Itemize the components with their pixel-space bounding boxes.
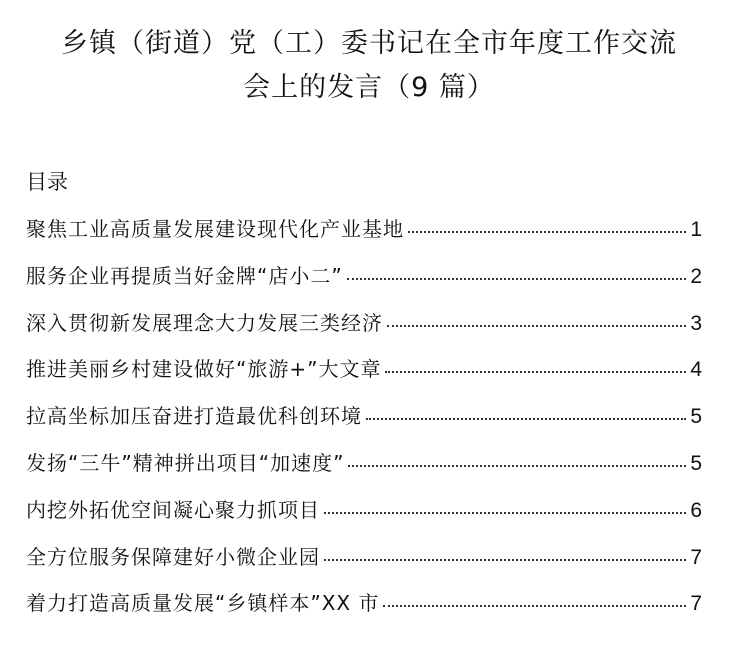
toc-entry-9[interactable] xyxy=(26,586,702,633)
toc-entry-5[interactable] xyxy=(26,399,702,446)
toc-page-number: 5 xyxy=(690,451,702,475)
toc-page-number: 1 xyxy=(690,218,702,241)
toc-entry-text: 全方位服务保障建好小微企业园 xyxy=(26,544,320,569)
toc-dot-leader xyxy=(383,605,686,607)
toc-entry-text: 推进美丽乡村建设做好“旅游+”大文章 xyxy=(26,357,382,382)
document-title-line-2: 会上的发言（9 篇） xyxy=(243,72,495,103)
toc-entry-text: 聚焦工业高质量发展建设现代化产业基地 xyxy=(26,217,404,241)
document-title xyxy=(0,22,738,110)
toc-entry-text: 服务企业再提质当好金牌“店小二” xyxy=(26,263,343,288)
toc-entry-text: 深入贯彻新发展理念大力发展三类经济 xyxy=(26,310,383,335)
toc-page-number: 5 xyxy=(690,405,702,429)
toc-page-number: 7 xyxy=(690,545,702,569)
toc-page-number: 2 xyxy=(690,264,702,288)
toc-dot-leader xyxy=(366,418,686,420)
toc-entry-6[interactable] xyxy=(26,446,702,493)
toc-page-number: 4 xyxy=(690,358,702,382)
toc-entry-2[interactable] xyxy=(26,259,702,306)
toc-dot-leader xyxy=(348,465,686,467)
toc-entry-4[interactable] xyxy=(26,352,702,399)
toc-dot-leader xyxy=(324,559,686,561)
toc-entry-3[interactable] xyxy=(26,306,702,353)
toc-entry-text: 着力打造高质量发展“乡镇样本”XX 市 xyxy=(26,591,380,616)
toc-dot-leader xyxy=(324,512,686,514)
toc-page-number: 3 xyxy=(690,311,702,335)
toc-entry-8[interactable] xyxy=(26,540,702,587)
toc-entry-text: 内挖外拓优空间凝心聚力抓项目 xyxy=(26,497,320,522)
toc-heading: 目录 xyxy=(26,170,68,194)
toc-page-number: 7 xyxy=(690,592,702,616)
toc-dot-leader xyxy=(347,278,687,280)
toc-list xyxy=(26,212,702,633)
toc-entry-text: 发扬“三牛”精神拼出项目“加速度” xyxy=(26,450,345,475)
document-title-line-1: 乡镇（街道）党（工）委书记在全市年度工作交流 xyxy=(61,28,677,59)
toc-page-number: 6 xyxy=(690,498,702,522)
toc-dot-leader xyxy=(387,325,686,327)
toc-entry-7[interactable] xyxy=(26,493,702,540)
toc-dot-leader xyxy=(408,231,686,233)
toc-entry-text: 拉高坐标加压奋进打造最优科创环境 xyxy=(26,404,362,429)
toc-entry-1[interactable] xyxy=(26,212,702,259)
toc-dot-leader xyxy=(385,371,686,373)
